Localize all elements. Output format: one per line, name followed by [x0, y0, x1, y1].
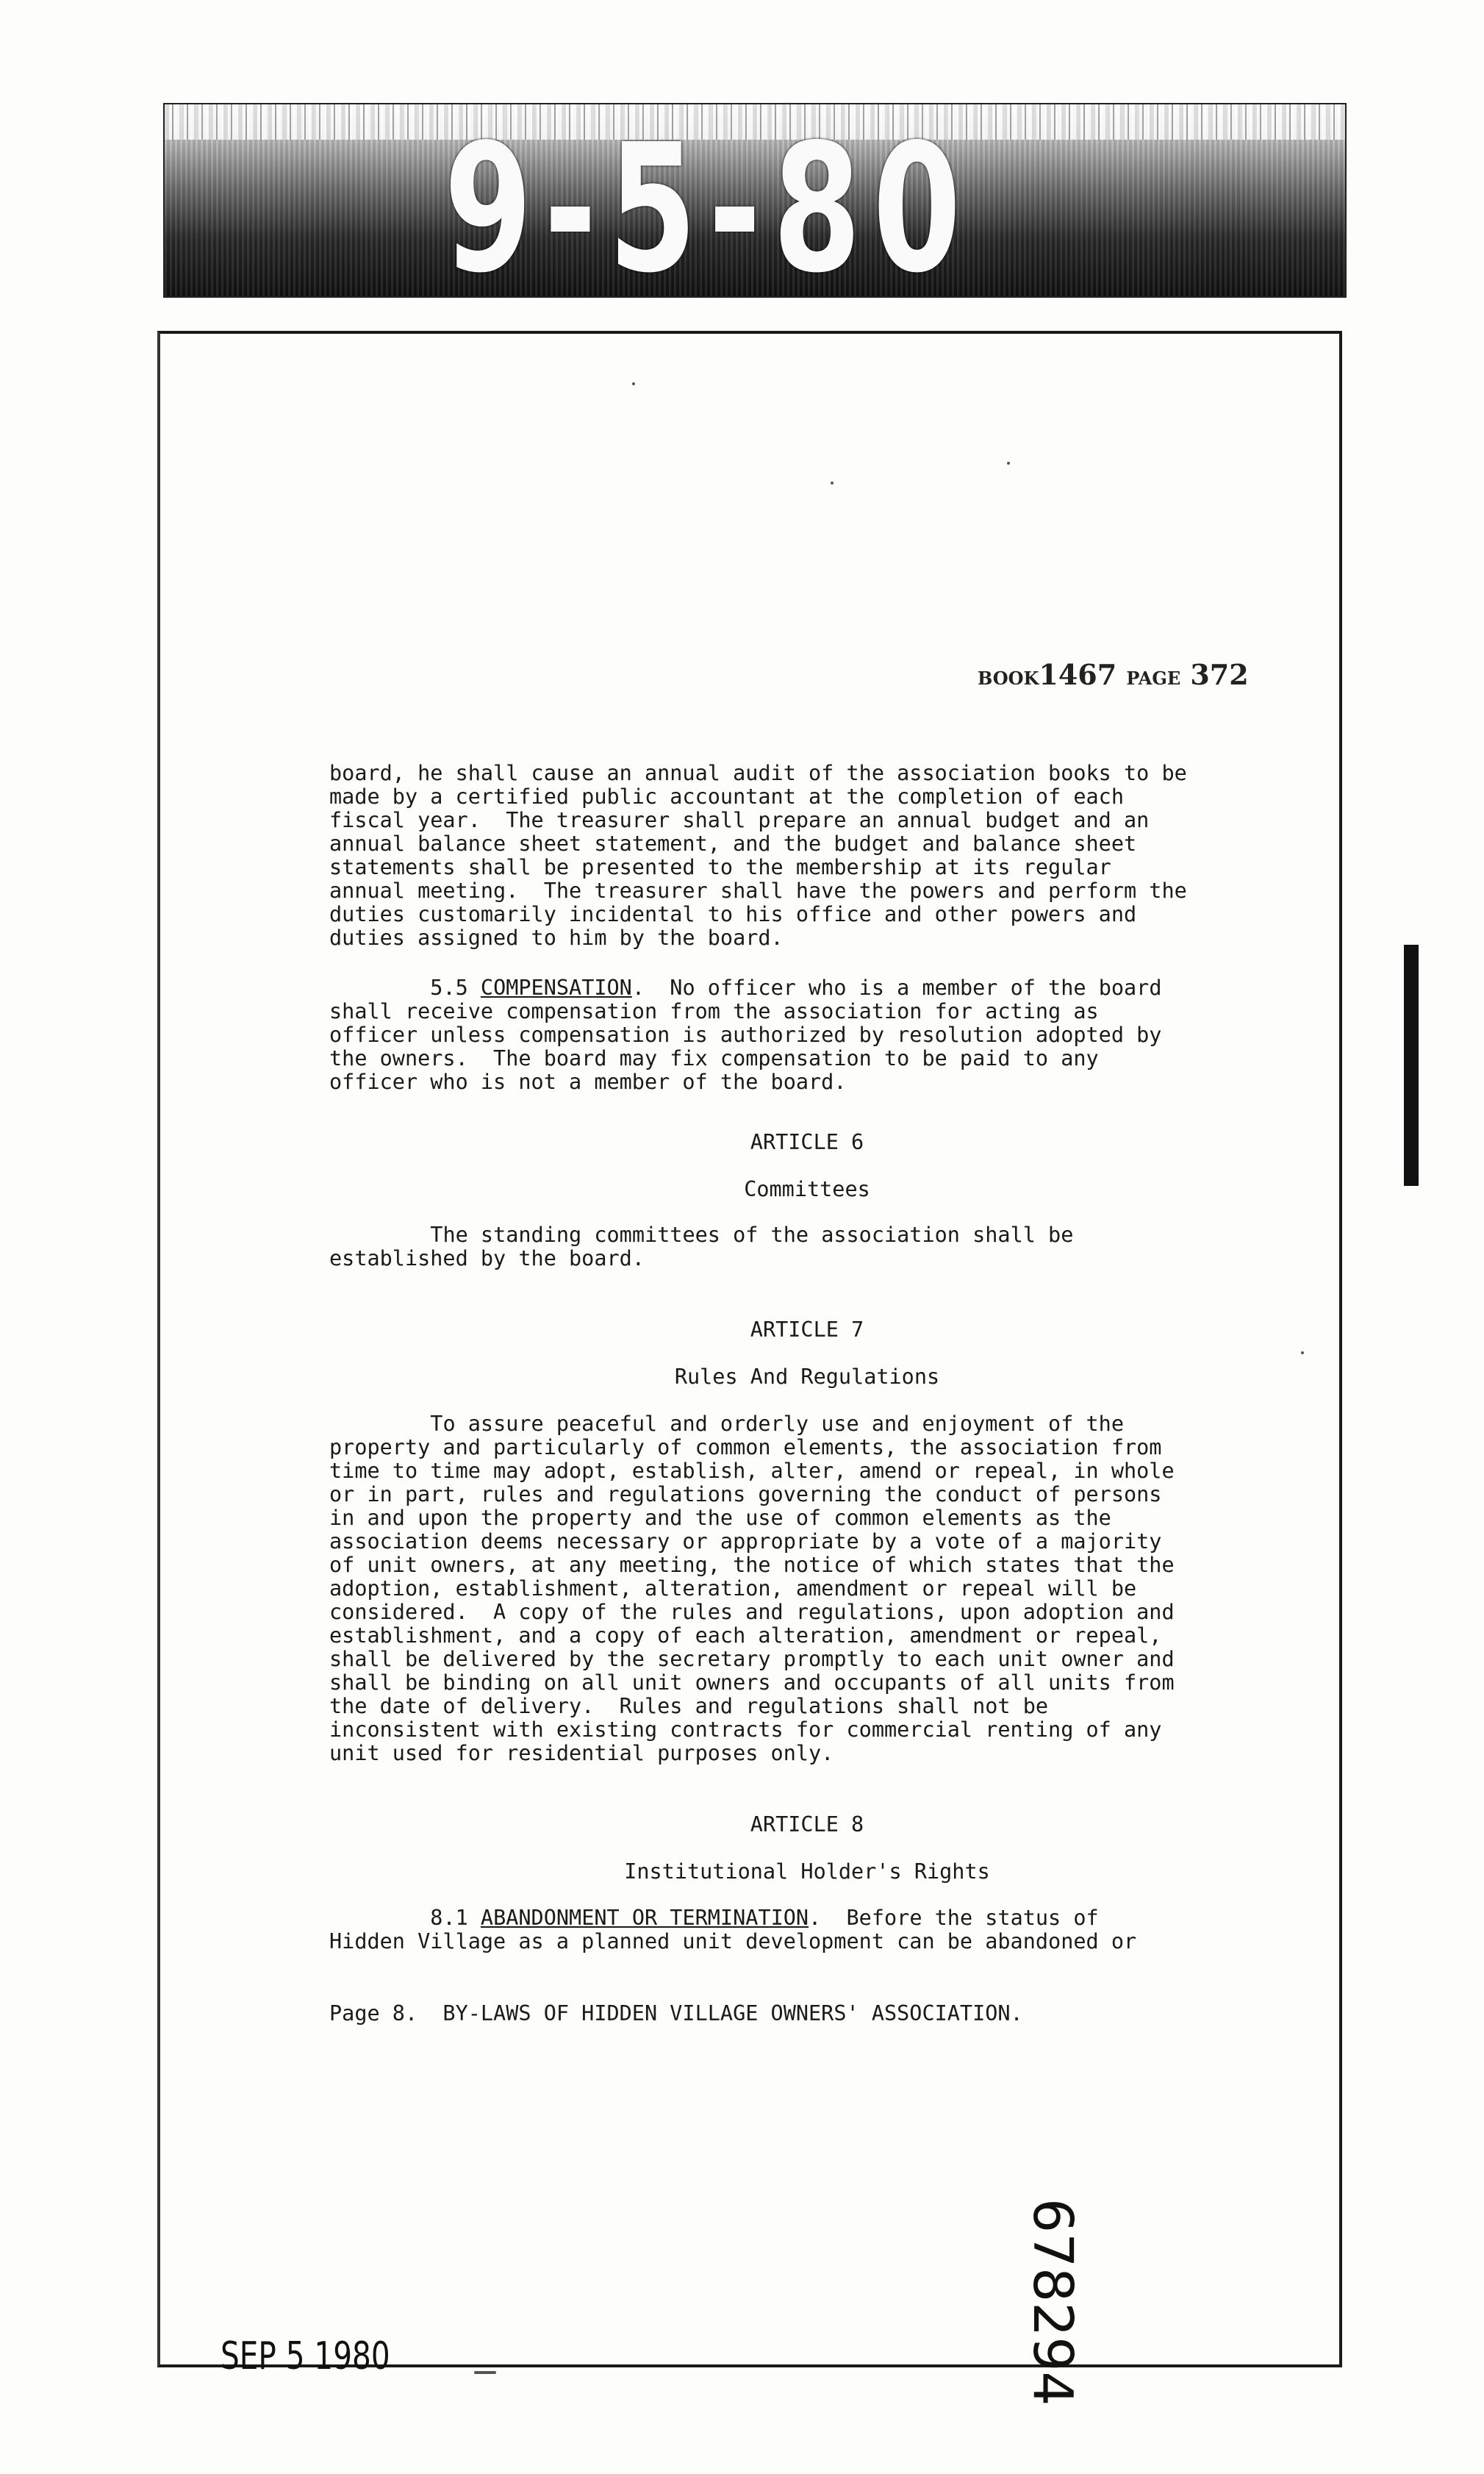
- section-number: 5.5: [430, 976, 481, 1000]
- article-7-title: ARTICLE 7: [750, 1318, 864, 1342]
- date-stamp: SEP 5 1980: [221, 2334, 390, 2378]
- section-number: 8.1: [430, 1906, 481, 1930]
- date-banner: [163, 103, 1347, 298]
- article-7-subtitle: Rules And Regulations: [674, 1365, 940, 1389]
- page-number: 372: [1190, 658, 1249, 691]
- section-5-5: [329, 976, 1285, 1094]
- handwritten-number: 678294: [1021, 2198, 1084, 2406]
- book-page-reference: [978, 658, 1249, 691]
- paragraph-treasurer: board, he shall cause an annual audit of the association books to be made by a certified public accountant at the completion of each fiscal year. The treasurer shall prepare an annual budget and an annual balance sheet statement, and the budget and balance sheet statements shall be presented to the membership at its regular annual meeting. The treasurer shall have the powers and perform the duties customarily incidental to his office and other powers and duties assigned to him by the board.: [329, 761, 1187, 950]
- article-6-title: ARTICLE 6: [750, 1130, 864, 1154]
- page-footer: Page 8. BY-LAWS OF HIDDEN VILLAGE OWNERS' ASSOCIATION.: [329, 2001, 1023, 2026]
- banner-date: 9-5-80: [444, 106, 973, 298]
- article-7-text: [329, 1412, 1285, 1765]
- scan-speck: [474, 2371, 496, 2374]
- book-number: 1467: [1039, 658, 1117, 691]
- article-6-text: [329, 1223, 1285, 1270]
- article-7-body: To assure peaceful and orderly use and enjoyment of the property and particularly of common elements, the association from time to time may adopt, establish, alter, amend or repeal, in whole or in part, rules and regulations governing the conduct of persons in and upon the property and the use of common elements as the association deems necessary or appropriate by a vote of a majority of unit owners, at any meeting, the notice of which states that the adoption, establishment, alteration, amendment or repeal will be considered. A copy of the rules and regulations, upon adoption and establishment, and a copy of each alteration, amendment or repeal, shall be delivered by the secretary promptly to each unit owner and shall be binding on all unit owners and occupants of all units from the date of delivery. Rules and regulations shall not be inconsistent with existing contracts for commercial renting of any unit used for residential purposes only.: [329, 1412, 1175, 1765]
- scan-speck: [632, 382, 635, 385]
- section-heading: ABANDONMENT OR TERMINATION: [480, 1906, 809, 1930]
- margin-bar: [1404, 945, 1419, 1186]
- section-heading: COMPENSATION: [480, 976, 632, 1000]
- scan-speck: [1007, 462, 1010, 465]
- section-8-1: [329, 1906, 1285, 1953]
- scan-speck: [831, 482, 834, 485]
- section-text: . No officer who is a member of the board shall receive compensation from the association for acting as officer unless compensation is authorized by resolution adopted by the owners. The board may fix compensation to be paid to any officer who is not a member of the board.: [329, 976, 1162, 1094]
- page-label: PAGE: [1126, 668, 1181, 689]
- section-text: . Before the status of Hidden Village as a planned unit development can be abandoned or: [329, 1906, 1137, 1953]
- article-8-title: ARTICLE 8: [750, 1812, 864, 1837]
- book-label: BOOK: [978, 668, 1039, 689]
- article-6-body: The standing committees of the association shall be established by the board.: [329, 1223, 1074, 1270]
- article-8-subtitle: Institutional Holder's Rights: [624, 1859, 990, 1884]
- article-6-subtitle: Committees: [744, 1177, 870, 1201]
- page-frame: [157, 331, 1342, 2367]
- scan-speck: [1301, 1351, 1304, 1354]
